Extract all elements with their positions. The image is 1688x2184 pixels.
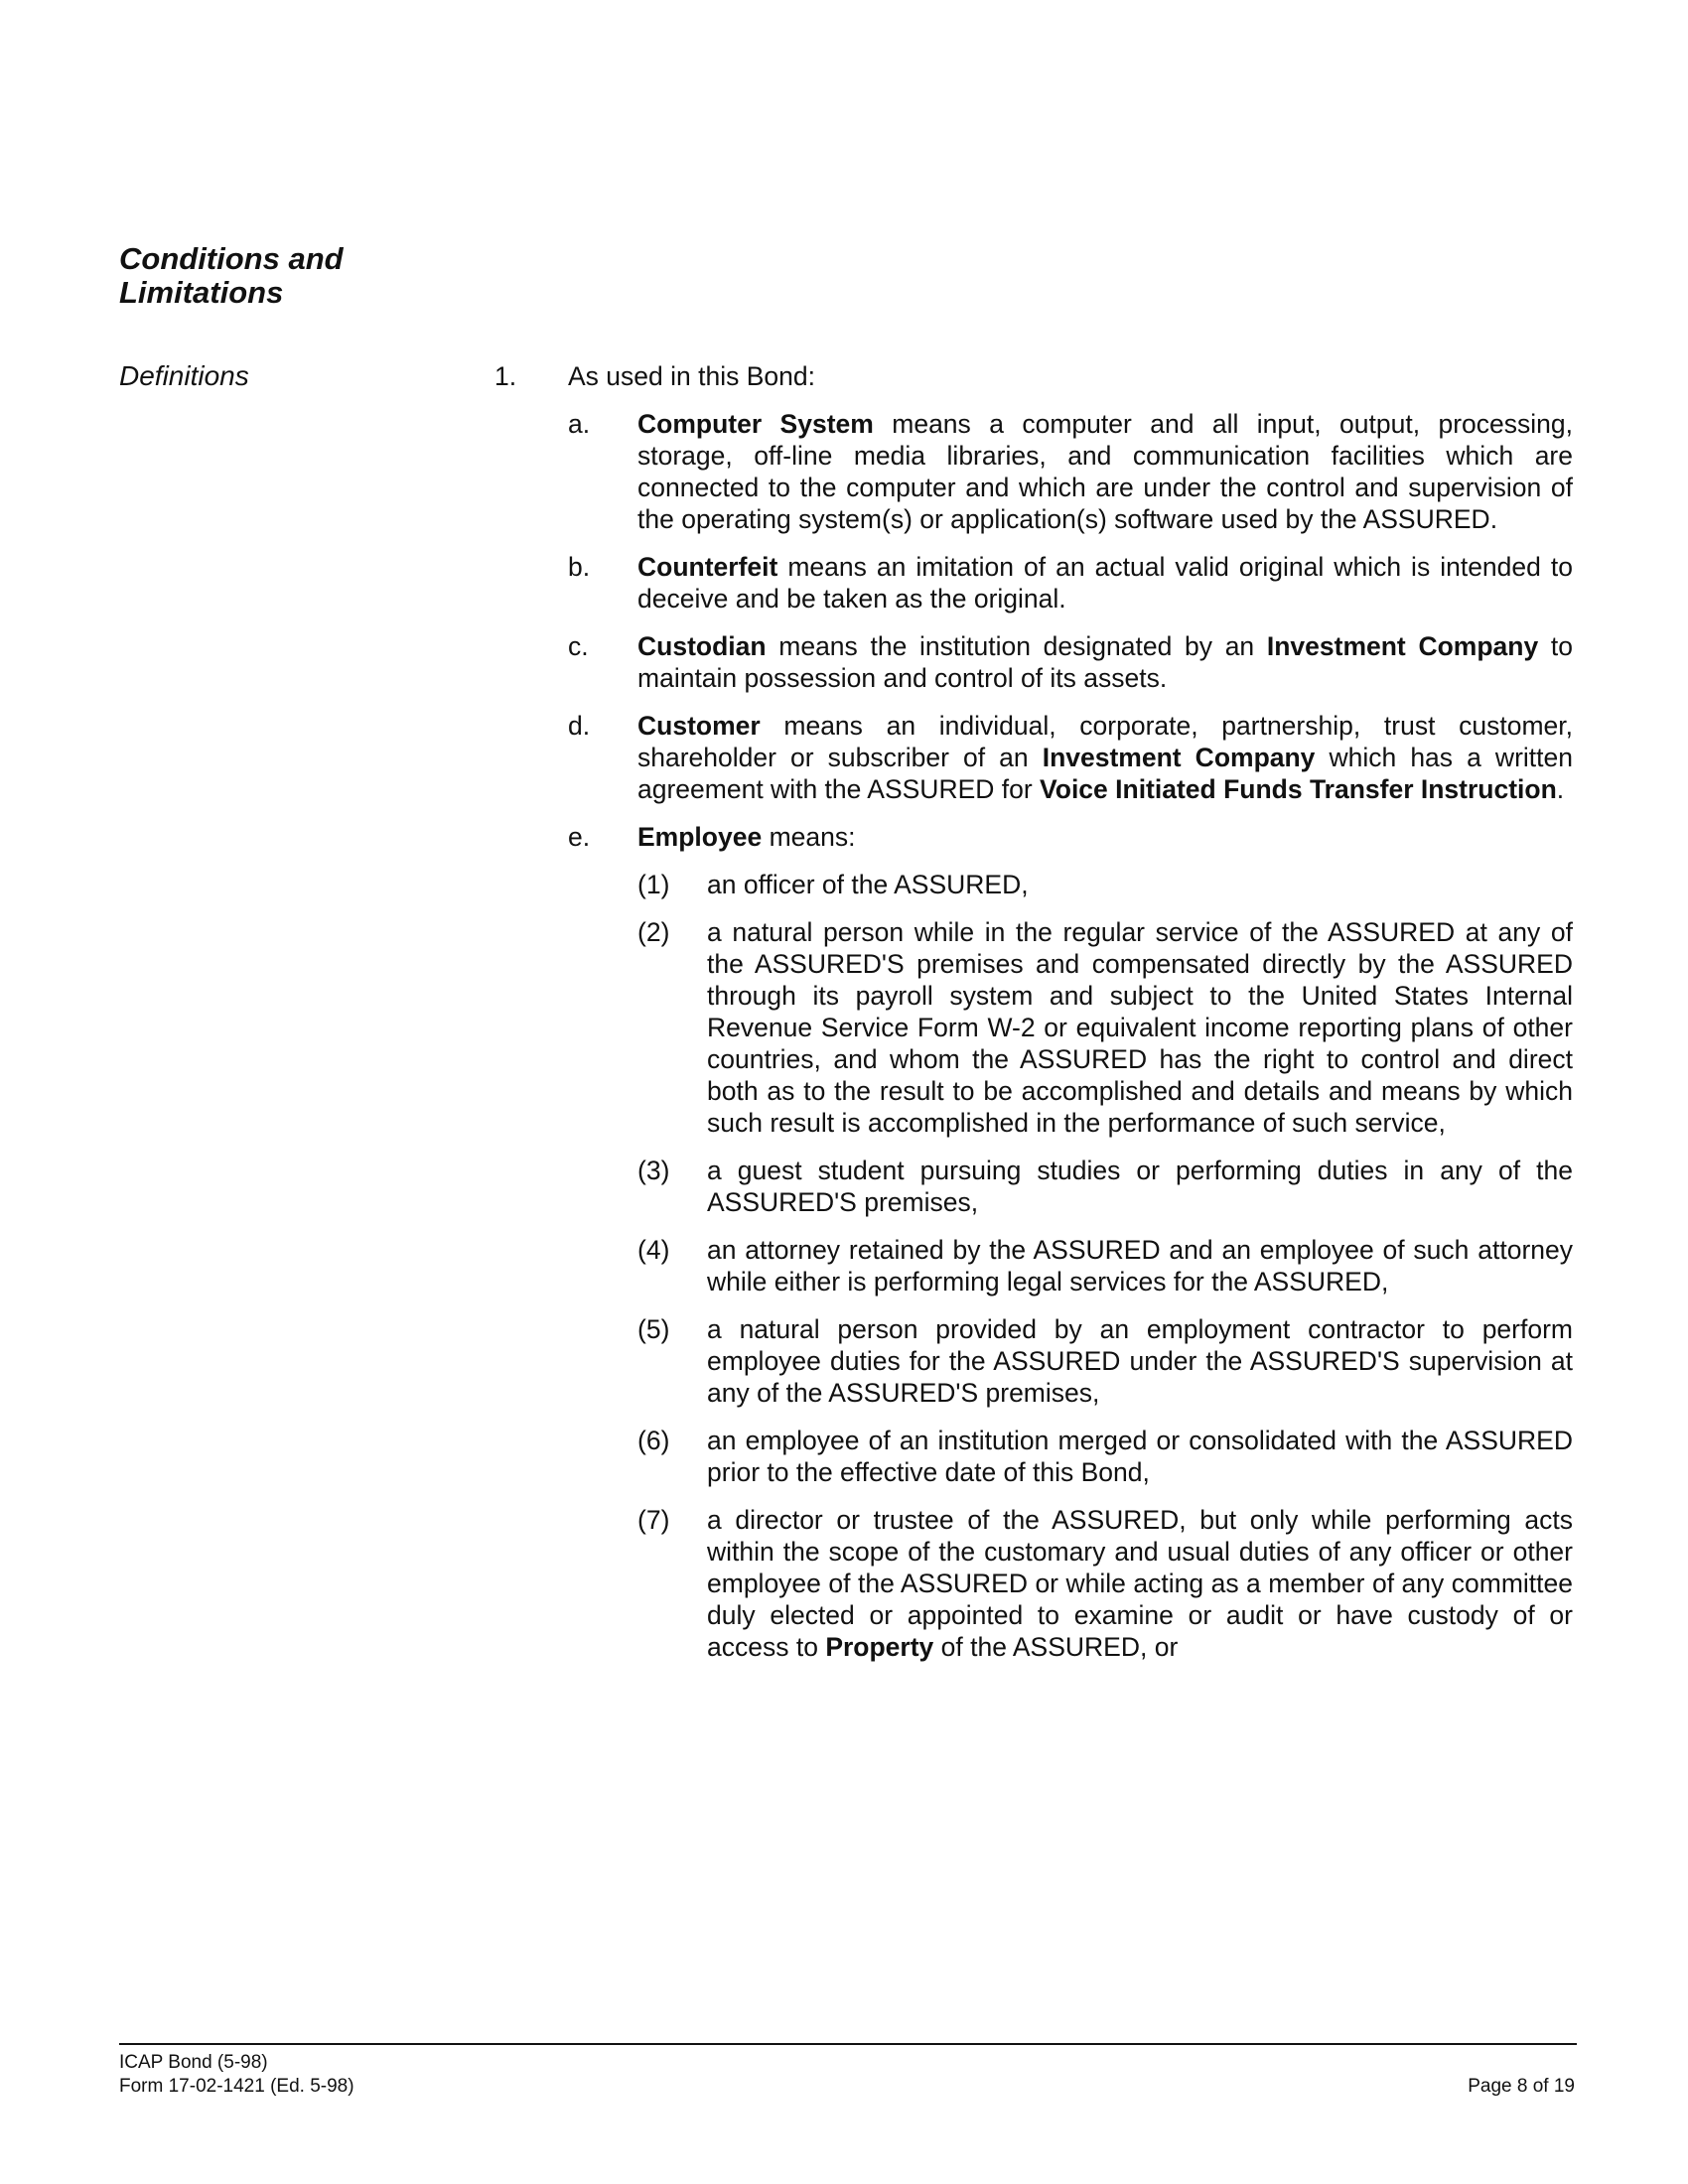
footer-form-info [119,2051,354,2099]
footer-form-number: Form 17-02-1421 (Ed. 5-98) [119,2076,354,2097]
footer-bond-name: ICAP Bond (5-98) [119,2052,268,2073]
defined-term: Computer System [637,409,874,439]
defined-term: Counterfeit [637,552,778,582]
sub-item [637,869,1573,900]
section-title [119,242,344,310]
definition-paragraph [637,551,1573,614]
sub-item [637,1504,1573,1663]
definition-text: means a computer and all input, output, processing, storage, off-line media libraries, and communication facilities which are connected to the computer and which are under the control and supervision of the operating system(s) or application(s) software used by the ASSURED. [637,409,1574,534]
definition-item [568,630,1573,694]
section-title-line-2: Limitations [119,275,284,310]
item-intro: As used in this Bond: [568,361,815,391]
definition-body [637,630,1573,694]
definition-item [568,821,1573,1679]
sub-item-text [707,1504,1573,1663]
definition-letter: a. [568,409,591,439]
footer-rule [119,2043,1577,2045]
definition-text: of the ASSURED, or [933,1632,1179,1662]
definition-letter: b. [568,552,591,582]
sub-item-text [707,916,1573,1139]
definition-text: means an imitation of an actual valid original which is intended to deceive and be taken as the original. [637,552,1573,614]
definition-text: a guest student pursuing studies or performing duties in any of the ASSURED'S premises, [707,1156,1573,1217]
definition-text: an attorney retained by the ASSURED and an employee of such attorney while either is performing legal services for the ASSURED, [707,1235,1573,1297]
definition-body [637,710,1573,805]
definition-text: . [1556,774,1565,804]
sub-item-number: (1) [637,870,670,899]
sub-item-number: (7) [637,1505,670,1535]
defined-term: Customer [637,711,761,741]
sub-item [637,916,1573,1139]
definition-paragraph [637,710,1573,805]
definition-text: an employee of an institution merged or consolidated with the ASSURED prior to the effective date of this Bond, [707,1426,1573,1487]
sub-item [637,1234,1573,1297]
definition-text: means: [762,822,856,852]
definition-text: a natural person while in the regular service of the ASSURED at any of the ASSURED'S premises and compensated directly by the ASSURED through its payroll system and subject to the United States Internal Revenue Service Form W-2 or equivalent income reporting plans of other countries, and whom the ASSURED has the right to control and direct both as to the result to be accomplished and details and means by which such result is accomplished in the performance of such service, [707,917,1573,1138]
side-label-definitions: Definitions [119,360,249,391]
defined-term: Employee [637,822,763,852]
sub-item-number: (5) [637,1314,670,1344]
definition-item [568,551,1573,614]
definition-item [568,408,1573,535]
definition-text: a natural person provided by an employment contractor to perform employee duties for the ASSURED under the ASSURED'S supervision at any of the ASSURED'S premises, [707,1314,1573,1408]
sub-item-text [707,1425,1573,1488]
sub-item-number: (4) [637,1235,670,1265]
definition-text: means an individual, corporate, partnership, trust customer, shareholder or subscriber of an [637,711,1573,772]
sub-item-text [707,1313,1573,1409]
defined-term: Custodian [637,631,767,661]
sub-item [637,1425,1573,1488]
defined-term: Investment Company [1266,631,1539,661]
sub-item-number: (6) [637,1426,670,1455]
definition-item [568,710,1573,805]
sub-item-number: (2) [637,917,670,947]
definition-text: an officer of the ASSURED, [707,870,1029,899]
sub-item-text [707,1234,1573,1297]
definition-body [637,408,1573,535]
sub-items-list [637,869,1573,1663]
sub-item [637,1155,1573,1218]
sub-item-text [707,869,1573,900]
definition-paragraph [637,821,1573,853]
defined-term: Voice Initiated Funds Transfer Instruction [1040,774,1557,804]
definition-text: a director or trustee of the ASSURED, but only while performing acts within the scope of the customary and usual duties of any officer or other employee of the ASSURED or while acting as a member of any committee duly elected or appointed to examine or audit or have custody of or access to [707,1505,1573,1662]
definitions-list [568,408,1573,1695]
definition-text: means the institution designated by an [766,631,1267,661]
defined-term: Investment Company [1042,743,1316,772]
definition-text: which has a written agreement with the ASSURED for [637,743,1573,804]
footer-page-number: Page 8 of 19 [1468,2076,1575,2097]
sub-item [637,1313,1573,1409]
definition-letter: e. [568,822,591,852]
definition-letter: d. [568,711,591,741]
definition-text: to maintain possession and control of its assets. [637,631,1573,693]
defined-term: Property [825,1632,934,1662]
definition-body [637,821,1573,1679]
sub-item-number: (3) [637,1156,670,1185]
definition-body [637,551,1573,614]
definition-paragraph [637,630,1573,694]
section-title-line-1: Conditions and [119,241,344,276]
definition-paragraph [637,408,1573,535]
item-number: 1. [494,361,517,391]
definition-letter: c. [568,631,589,661]
sub-item-text [707,1155,1573,1218]
